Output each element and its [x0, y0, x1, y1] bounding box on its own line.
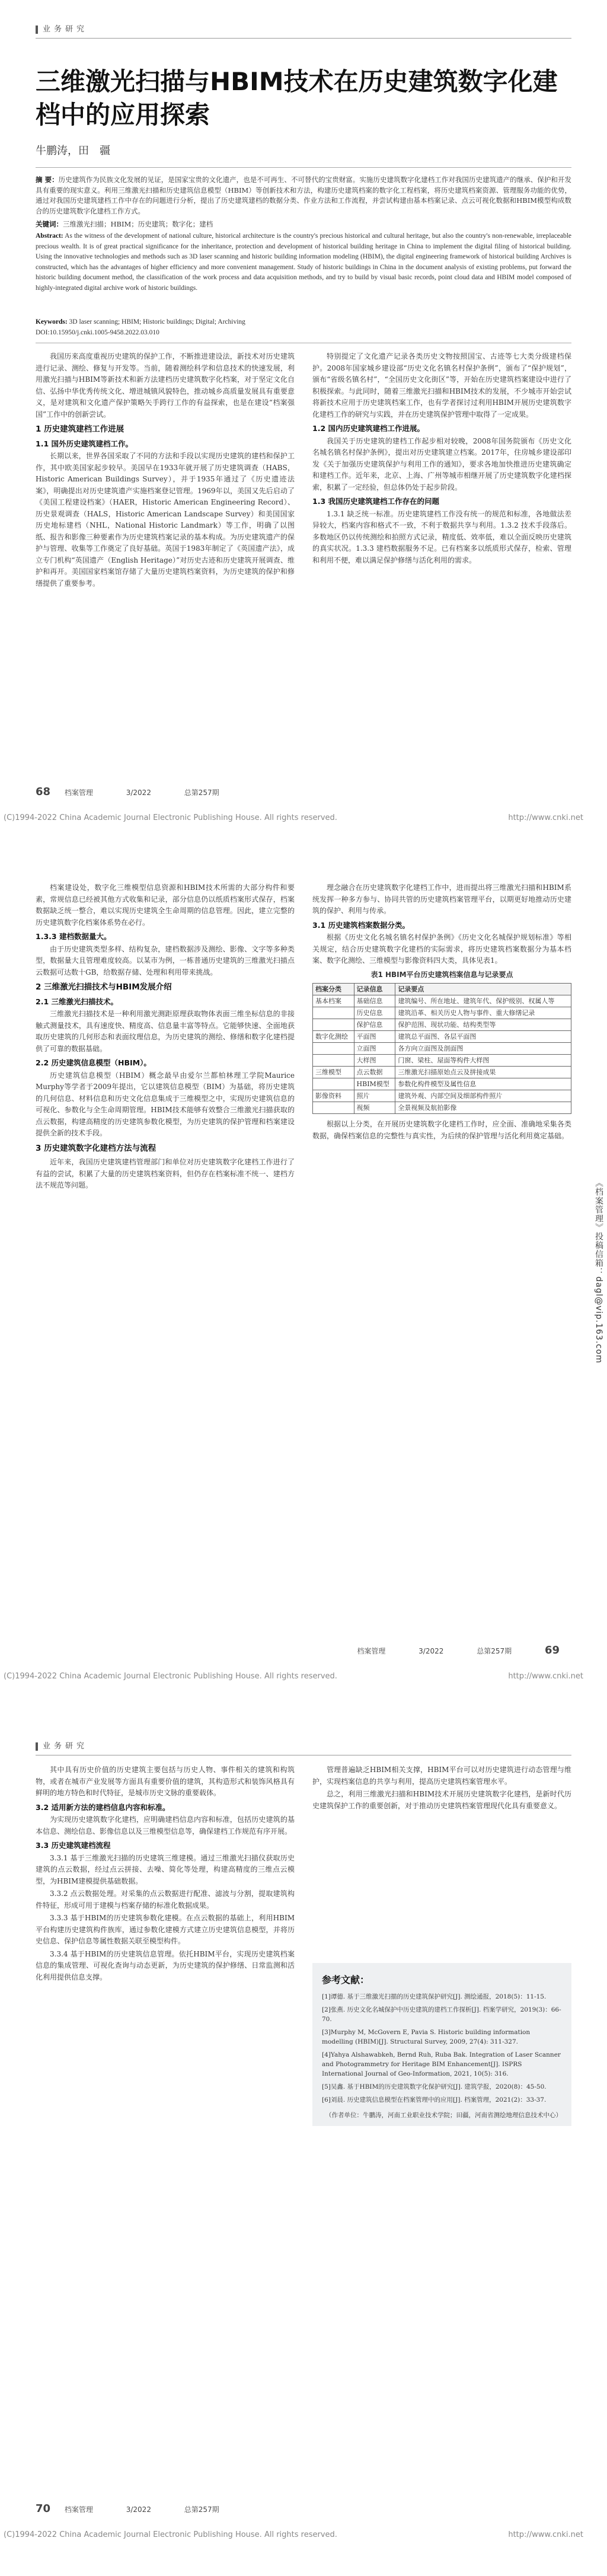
table-cell: [313, 1019, 354, 1031]
section-tag: [36, 1739, 88, 1751]
table-row: [313, 1078, 571, 1090]
abstract-cn-text: 历史建筑作为民族文化发展的见证，是国家宝贵的文化遗产，也是不可再生、不可替代的宝贵财富。实施历史建筑数字化建档工作对我国历史建筑遗产的继承、保护和开发具有重要的现实意义。利用三维激光扫描和历史建筑信息模型（HBIM）等创新技术和方法，构建历史建筑档案的数字化工程档案，将历史建筑档案资源、管理服务功能的优势，通过对我国历史建筑建档工作中存在的问题进行分析，提出了历史建筑建档的数据分类、作业方法和工作流程，并尝试构建由基本档案记录、点云可视化数据和HBIM模型构成数合的历史建筑数字化建档工作方式。: [36, 175, 571, 215]
table-cell: 历史信息: [354, 1007, 395, 1019]
post-table-text: 根据以上分类，在开展历史建筑数字化建档工作时，应全面、准确地采集各类数据，确保档案信息的完整性与真实性，为后续的保护管理与活化利用奠定基础。: [312, 1120, 571, 1140]
table-row: [313, 1102, 571, 1114]
table-body: [313, 995, 571, 1114]
table-row: [313, 995, 571, 1007]
paragraph: 近年来，我国历史建筑建档管理部门和单位对历史建筑数字化建档工作进行了有益的尝试，积累了大量的历史建筑档案资料，但仍存在档案标准不统一、建档方法不规范等问题。: [36, 1158, 295, 1189]
table-cell: 保护信息: [354, 1019, 395, 1031]
keywords-en: [36, 317, 571, 328]
section-heading: 3.1 历史建筑档案数据分类。: [312, 920, 410, 930]
section-heading: 1.3 我国历史建筑建档工作存在的问题: [312, 497, 439, 506]
copyright-line: [0, 813, 607, 822]
reference-item: [5]吴鑫. 基于HBIM的历史建筑数字化保护研究[J]. 建筑学报，2020(8)：45-50.: [322, 2083, 547, 2090]
page-2: [0, 858, 607, 1717]
section-heading: 1.2 国内历史建筑建档工作进展。: [312, 424, 424, 433]
paragraph: 特别提定了文化遗产记录各类历史文物按照国宝、古迹等七大类分级建档保护。2008年国家城乡建设部“历史文化名镇名村保护条例”，颁布了“保护规划”，颁布“省级名镇名村”，“全国历史文化街区”等，开始在历史建筑档案建设中进行了积极探索。与此同时，随着三维激光扫描和HBIM技术的发展，不少城市开始尝试将新技术应用于历史建筑档案工作，也有学者探讨过利用HBIM开展历史建筑数字化建档工作的研究与实践，并在历史建筑保护管理中取得了一定成果。: [312, 352, 571, 419]
paragraph: 历史建筑信息模型（HBIM）概念最早由爱尔兰都柏林理工学院Maurice Murphy等学者于2009年提出，它以建筑信息模型（BIM）为基础，将历史建筑的几何信息、材料信息和历史文化信息集成于三维模型之中，实现历史建筑信息的可视化、参数化与全生命周期管理。HBIM技术能够有效整合三维激光扫描获取的点云数据，构建高精度的历史建筑参数化模型，为历史建筑的保护管理和档案建设提供全新的技术手段。: [36, 1071, 295, 1137]
page-number: 69: [544, 1644, 560, 1656]
table-row: [313, 1007, 571, 1019]
paragraph: 档案建设处，数字化三维模型信息资源和HBIM技术所需的大部分构件和要素，常规信息已经被其他方式收集和记录，部分信息仍以纸质档案形式保存，档案数据缺乏统一整合，难以实现历史建筑全生命周期的信息管理。因此，建立完整的历史建筑数字化档案体系势在必行。: [36, 883, 295, 927]
paragraph: 3.3.2 点云数据处理。对采集的点云数据进行配准、滤波与分割，提取建筑构件特征，形成可用于建模与档案存储的标准化数据成果。: [36, 1889, 295, 1910]
page2-left-column: [36, 882, 295, 1617]
section-heading: 2.2 历史建筑信息模型（HBIM）。: [36, 1058, 151, 1067]
keywords-cn: [36, 219, 571, 230]
paragraph: 根据《历史文化名城名镇名村保护条例》《历史文化名城保护规划标准》等相关规定，结合历史建筑数字化建档的实际需求，将历史建筑档案数据分为基本档案、数字化测绘、三维模型与影像资料四大类，具体见表1。: [312, 933, 571, 965]
page3-right-column: [312, 1764, 571, 1960]
page2-right-column: [312, 882, 571, 1617]
paragraph: 3.3.4 基于HBIM的历史建筑信息管理。依托HBIM平台，实现历史建筑档案信息的集成管理、可视化查询与动态更新，为历史建筑的保护修缮、日常监测和活化利用提供信息支撑。: [36, 1949, 295, 1981]
table-row: [313, 1090, 571, 1102]
page1-right-column: [312, 351, 571, 766]
table-cell: [313, 1043, 354, 1055]
section-heading: 1.1 国外历史建筑建档工作。: [36, 439, 133, 448]
table-cell: 建筑总平面图、各层平面图: [395, 1031, 571, 1043]
table-cell: [313, 1007, 354, 1019]
issue: 3/2022: [126, 2505, 151, 2514]
page-footer: [36, 786, 571, 798]
keywords-cn-text: 三维激光扫描；HBIM；历史建筑；数字化；建档: [63, 220, 213, 228]
table-cell: 各方向立面图及剖面图: [395, 1043, 571, 1055]
copyright-text: (C)1994-2022 China Academic Journal Electronic Publishing House. All rights reserved.: [4, 1672, 337, 1681]
table-cell: 保护范围、现状功能、结构类型等: [395, 1019, 571, 1031]
section-bar-icon: [36, 1742, 38, 1751]
total-issue: 总第257期: [184, 2505, 219, 2514]
table-row: [313, 1067, 571, 1078]
journal-name: 档案管理: [357, 1647, 386, 1655]
paragraph: 我国关于历史建筑的建档工作起步相对较晚，2008年国务院颁布《历史文化名城名镇名村保护条例》，提出对历史建筑建立档案。2017年，住房城乡建设部印发《关于加强历史建筑保护与利用工作的通知》，要求各地加快推进历史建筑确定和建档工作。近年来，北京、上海、广州等城市相继开展了历史建筑数字化建档探索，积累了一定经验，但总体仍处于起步阶段。: [312, 436, 571, 491]
table-cell: 影像资料: [313, 1090, 354, 1102]
references-title: 参考文献：: [322, 1974, 370, 1986]
table-cell: 点云数据: [354, 1067, 395, 1078]
table-cell: [313, 1102, 354, 1114]
table-cell: 视频: [354, 1102, 395, 1114]
paragraph: 长期以来，世界各国采取了不同的方法和手段以实现历史建筑的建档和保护工作，其中欧美国家起步较早。美国早在1933年就开展了历史建筑调查（HABS，Historic American Buildings Survey），并于1935年通过了《历史遗迹法案》，明确提出对历史建筑遗产实施档案登记管理。1969年以，美国又先后启动了《美国工程建设档案》（HAER，Historic American Engineering Record）、历史景观调查（HALS，Historic American Landscape Survey）和美国国家历史地标建档（NHL，National Historic Landmark）等工作，明确了以图纸、报告和影像三种要素作为历史建筑档案记录的基本构成。为历史建筑遗产的保护与管理、收集等工作奠定了良好基础。英国于1983年制定了《英国遗产法》，成立专门机构“英国遗产（English Heritage）”对历史古迹和历史建筑开展调查、维护和再开。美国国家档案馆存储了大量历史建筑档案资料，为历史建筑的保护和修缮提供了重要参考。: [36, 452, 295, 588]
table-row: [313, 1043, 571, 1055]
reference-item: [2]张燕. 历史文化名城保护中历史建筑的建档工作探析[J]. 档案学研究，2019(3)：66-70.: [322, 2006, 561, 2023]
table-cell: 建筑沿革、相关历史人物与事件、重大修缮记录: [395, 1007, 571, 1019]
table-cell: 照片: [354, 1090, 395, 1102]
total-issue: 总第257期: [184, 789, 219, 797]
section-heading: 1.3.3 建档数据量大。: [36, 932, 111, 941]
table-cell: 大样图: [354, 1055, 395, 1067]
divider: [36, 167, 571, 168]
table-header-cell: 记录信息: [354, 984, 395, 995]
reference-item: [3]Murphy M, McGovern E, Pavia S. Historic building information modelling (HBIM)[J]. Structural Survey, 2009, 27(4): 311-327.: [322, 2029, 531, 2045]
section-tag: [36, 23, 88, 34]
abstract-en: [36, 231, 571, 293]
paragraph: 理念融合在历史建筑数字化建档工作中，进而提出将三维激光扫描和HBIM系统发挥一种多方参与、协同共管的历史建筑档案管理平台，以期更好地推动历史建筑的保护、利用与传承。: [312, 883, 571, 915]
section-heading: 3 历史建筑数字化建档方法与流程: [36, 1143, 156, 1153]
copyright-text: (C)1994-2022 China Academic Journal Electronic Publishing House. All rights reserved.: [4, 2530, 337, 2539]
table-cell: [313, 1055, 354, 1067]
table-cell: HBIM模型: [354, 1078, 395, 1090]
journal-name: 档案管理: [64, 789, 93, 797]
issue: 3/2022: [418, 1647, 444, 1655]
page-1: [0, 0, 607, 858]
reference-item: [6]刘晨. 历史建筑信息模型在档案管理中的应用[J]. 档案管理，2021(2)：33-37.: [322, 2096, 547, 2103]
table-cell: 建筑外观、内部空间及细部构件照片: [395, 1090, 571, 1102]
page-footer: [36, 2502, 571, 2515]
cnki-url[interactable]: http://www.cnki.net: [508, 2530, 583, 2539]
paragraph: 总之，利用三维激光扫描和HBIM技术开展历史建筑数字化建档，是新时代历史建筑保护工作的重要创新，对于推动历史建筑档案管理现代化具有重要意义。: [312, 1790, 571, 1810]
table-header-row: [313, 984, 571, 995]
page2-right-text: [312, 882, 571, 967]
page-3: [0, 1717, 607, 2575]
paragraph: 1.3.1 缺乏统一标准。历史建筑建档工作没有统一的规范和标准，各地做法差异较大，档案内容和格式不一致，不利于数据共享与利用。1.3.2 技术手段落后。多数地区仍以传统测绘和拍照方式记录，精度低、效率低，难以全面反映历史建筑的真实状况。1.3.3 建档数据服务不足。已有档案多以纸质形式保存，检索、管理和利用不便，难以满足保护修缮与活化利用的需求。: [312, 509, 571, 564]
paragraph: 由于历史建筑类型多样、结构复杂，建档数据涉及测绘、影像、文字等多种类型，数据量大且管理难度较高。以某市为例，一栋普通历史建筑的三维激光扫描点云数据可达数十GB，给数据存储、处理和利用带来挑战。: [36, 944, 295, 976]
copyright-line: [0, 2530, 607, 2539]
table-caption: 表1 HBIM平台历史建筑档案信息与记录要点: [370, 970, 513, 979]
submission-email-side-text: 《档案管理》投稿信箱：dagl@vip.163.com: [594, 1179, 603, 1364]
abstract-en-label: Abstract:: [36, 232, 63, 240]
page-number: 68: [36, 786, 51, 798]
table-header-cell: 记录要点: [395, 984, 571, 995]
table-cell: 建筑编号、所在地址、建筑年代、保护级别、权属人等: [395, 995, 571, 1007]
paragraph: 我国历来高度重视历史建筑的保护工作，不断推进建设法，新技术对历史建筑进行记录、测绘、修复与开发等。当前，随着测绘科学和信息技术的快速发展，利用激光扫描与HBIM等新技术和新方法建档历史建筑数字化档案，对于坚定文化自信、弘扬中华优秀传统文化、增进城镇风貌特色，推动城乡高质量发展具有重要意义，是对建筑和文化遗产保护策略矢手跨行工作的有益探索，也是在建设“档案强国”工作中的创新尝试。: [36, 352, 295, 419]
table-row: [313, 1031, 571, 1043]
table-row: [313, 1019, 571, 1031]
table-cell: 门窗、梁柱、屋面等构件大样图: [395, 1055, 571, 1067]
table-cell: 平面图: [354, 1031, 395, 1043]
section-bar-icon: [36, 25, 38, 34]
table-cell: 三维激光扫描原始点云及拼接成果: [395, 1067, 571, 1078]
table-cell: 三维模型: [313, 1067, 354, 1078]
section-heading: 1 历史建筑建档工作进展: [36, 424, 124, 434]
abstract-cn: [36, 175, 571, 216]
abstract-en-text: As the witness of the development of national culture, historical architecture is the country's precious historical and cultural heritage, but also the country's non-renewable, irreplaceable precious wealth. It is of great practical significance for the inheritance, protection and development of historical building heritage in China to implement the digital filing of historical building. Using the innovative technologies and methods such as 3D laser scanning and historic building information modeling (HBIM), the digital engineering framework of historical building Archives is constructed, which has the advantages of higher efficiency and more convenient management. Study of historic buildings in China in the document analysis of existing problems, put forward the historic building document method, the classification of the work process and data acquisition methods, and try to build by visual basic records, point cloud data and HBIM model composed of highly-integrated digital archive work of historic buildings.: [36, 232, 571, 292]
page-number: 70: [36, 2502, 51, 2515]
paragraph: 三维激光扫描技术是一种利用激光测距原理获取物体表面三维坐标信息的非接触式测量技术，具有速度快、精度高、信息量丰富等特点。它能够快速、全面地获取历史建筑的几何形态和表面纹理信息，为历史建筑的测绘、修缮和数字化建档提供了可靠的数据基础。: [36, 1010, 295, 1053]
author-affiliation: （作者单位：牛鹏涛，河南工业职业技术学院；田疆，河南省测绘地理信息技术中心）: [325, 2112, 562, 2119]
paragraph: 其中具有历史价值的历史建筑主要包括与历史人物、事件相关的建筑和构筑物，或者在城市产业发展等方面具有重要价值的建筑，其构造形式和装饰风格具有鲜明的地方特色和时代特征，是城市历史文脉的重要载体。: [36, 1766, 295, 1797]
paragraph: 3.3.3 基于HBIM的历史建筑参数化建模。在点云数据的基础上，利用HBIM平台构建历史建筑构件族库，通过参数化建模方式建立历史建筑信息模型，并将历史信息、保护信息等属性数据关联至模型构件。: [36, 1914, 295, 1945]
article-authors: 牛鹏涛，田 疆: [36, 145, 110, 157]
page3-left-column: [36, 1764, 295, 2476]
paragraph: 为实现历史建筑数字化建档，应明确建档信息内容和标准，包括历史建筑的基本信息、测绘信息、影像信息以及三维模型信息等，确保建档工作规范有序开展。: [36, 1815, 295, 1836]
references-list: [322, 1992, 562, 2105]
table-cell: [313, 1078, 354, 1090]
keywords-cn-label: 关键词：: [36, 220, 63, 228]
table-row: [313, 1055, 571, 1067]
abstract-cn-label: 摘 要：: [36, 175, 59, 184]
page1-left-column: [36, 351, 295, 766]
issue: 3/2022: [126, 789, 151, 797]
section-heading: 3.3 历史建筑建档流程: [36, 1841, 111, 1850]
references-box: [312, 1963, 571, 2126]
section-tag-text: 业务研究: [43, 1742, 88, 1751]
keywords-en-label: Keywords:: [36, 318, 68, 325]
paragraph: 管理普遍缺乏HBIM相关支撑，HBIM平台可以对历史建筑进行动态管理与维护，实现档案信息的共享与利用，提高历史建筑档案管理水平。: [312, 1766, 571, 1786]
header-rule: [36, 38, 571, 39]
cnki-url[interactable]: http://www.cnki.net: [508, 1672, 583, 1681]
journal-name: 档案管理: [64, 2505, 93, 2514]
article-title: 三维激光扫描与HBIM技术在历史建筑数字化建档中的应用探索: [36, 67, 558, 129]
table-cell: 立面图: [354, 1043, 395, 1055]
copyright-line: [0, 1672, 607, 1681]
section-heading: 3.2 适用新方法的建档信息内容和标准。: [36, 1802, 170, 1812]
page-footer: [36, 1644, 571, 1656]
total-issue: 总第257期: [477, 1647, 512, 1655]
table-cell: 参数化构件模型及属性信息: [395, 1078, 571, 1090]
copyright-text: (C)1994-2022 China Academic Journal Electronic Publishing House. All rights reserved.: [4, 813, 337, 822]
doi: DOI:10.15950/j.cnki.1005-9458.2022.03.010: [36, 329, 159, 336]
table-header-cell: 档案分类: [313, 984, 354, 995]
reference-item: [1]谭德. 基于三维激光扫描的历史建筑保护研究[J]. 测绘通报，2018(5)：11-15.: [322, 1993, 547, 2000]
table-cell: 全景视频及航拍影像: [395, 1102, 571, 1114]
section-heading: 2 三维激光扫描技术与HBIM发展介绍: [36, 982, 172, 992]
keywords-en-text: 3D laser scanning; HBIM; Historic buildings; Digital; Archiving: [69, 318, 245, 325]
table-cell: 数字化测绘: [313, 1031, 354, 1043]
cnki-url[interactable]: http://www.cnki.net: [508, 813, 583, 822]
archive-table: [312, 983, 571, 1114]
section-heading: 2.1 三维激光扫描技术。: [36, 997, 118, 1006]
table-cell: 基础信息: [354, 995, 395, 1007]
table-cell: 基本档案: [313, 995, 354, 1007]
paragraph: 3.3.1 基于三维激光扫描的历史建筑三维建模。通过三维激光扫描仪获取历史建筑的点云数据，经过点云拼接、去噪、简化等处理，构建高精度的三维点云模型，为HBIM建模提供基础数据。: [36, 1853, 295, 1885]
reference-item: [4]Yahya Alshawabkeh, Bernd Ruh, Ruba Bak. Integration of Laser Scanner and Photogrammetry for Heritage BIM Enhancement[J]. ISPRS International Journal of Geo-Information, 2021, 10(5): 316.: [322, 2051, 561, 2077]
section-tag-text: 业务研究: [43, 25, 88, 34]
